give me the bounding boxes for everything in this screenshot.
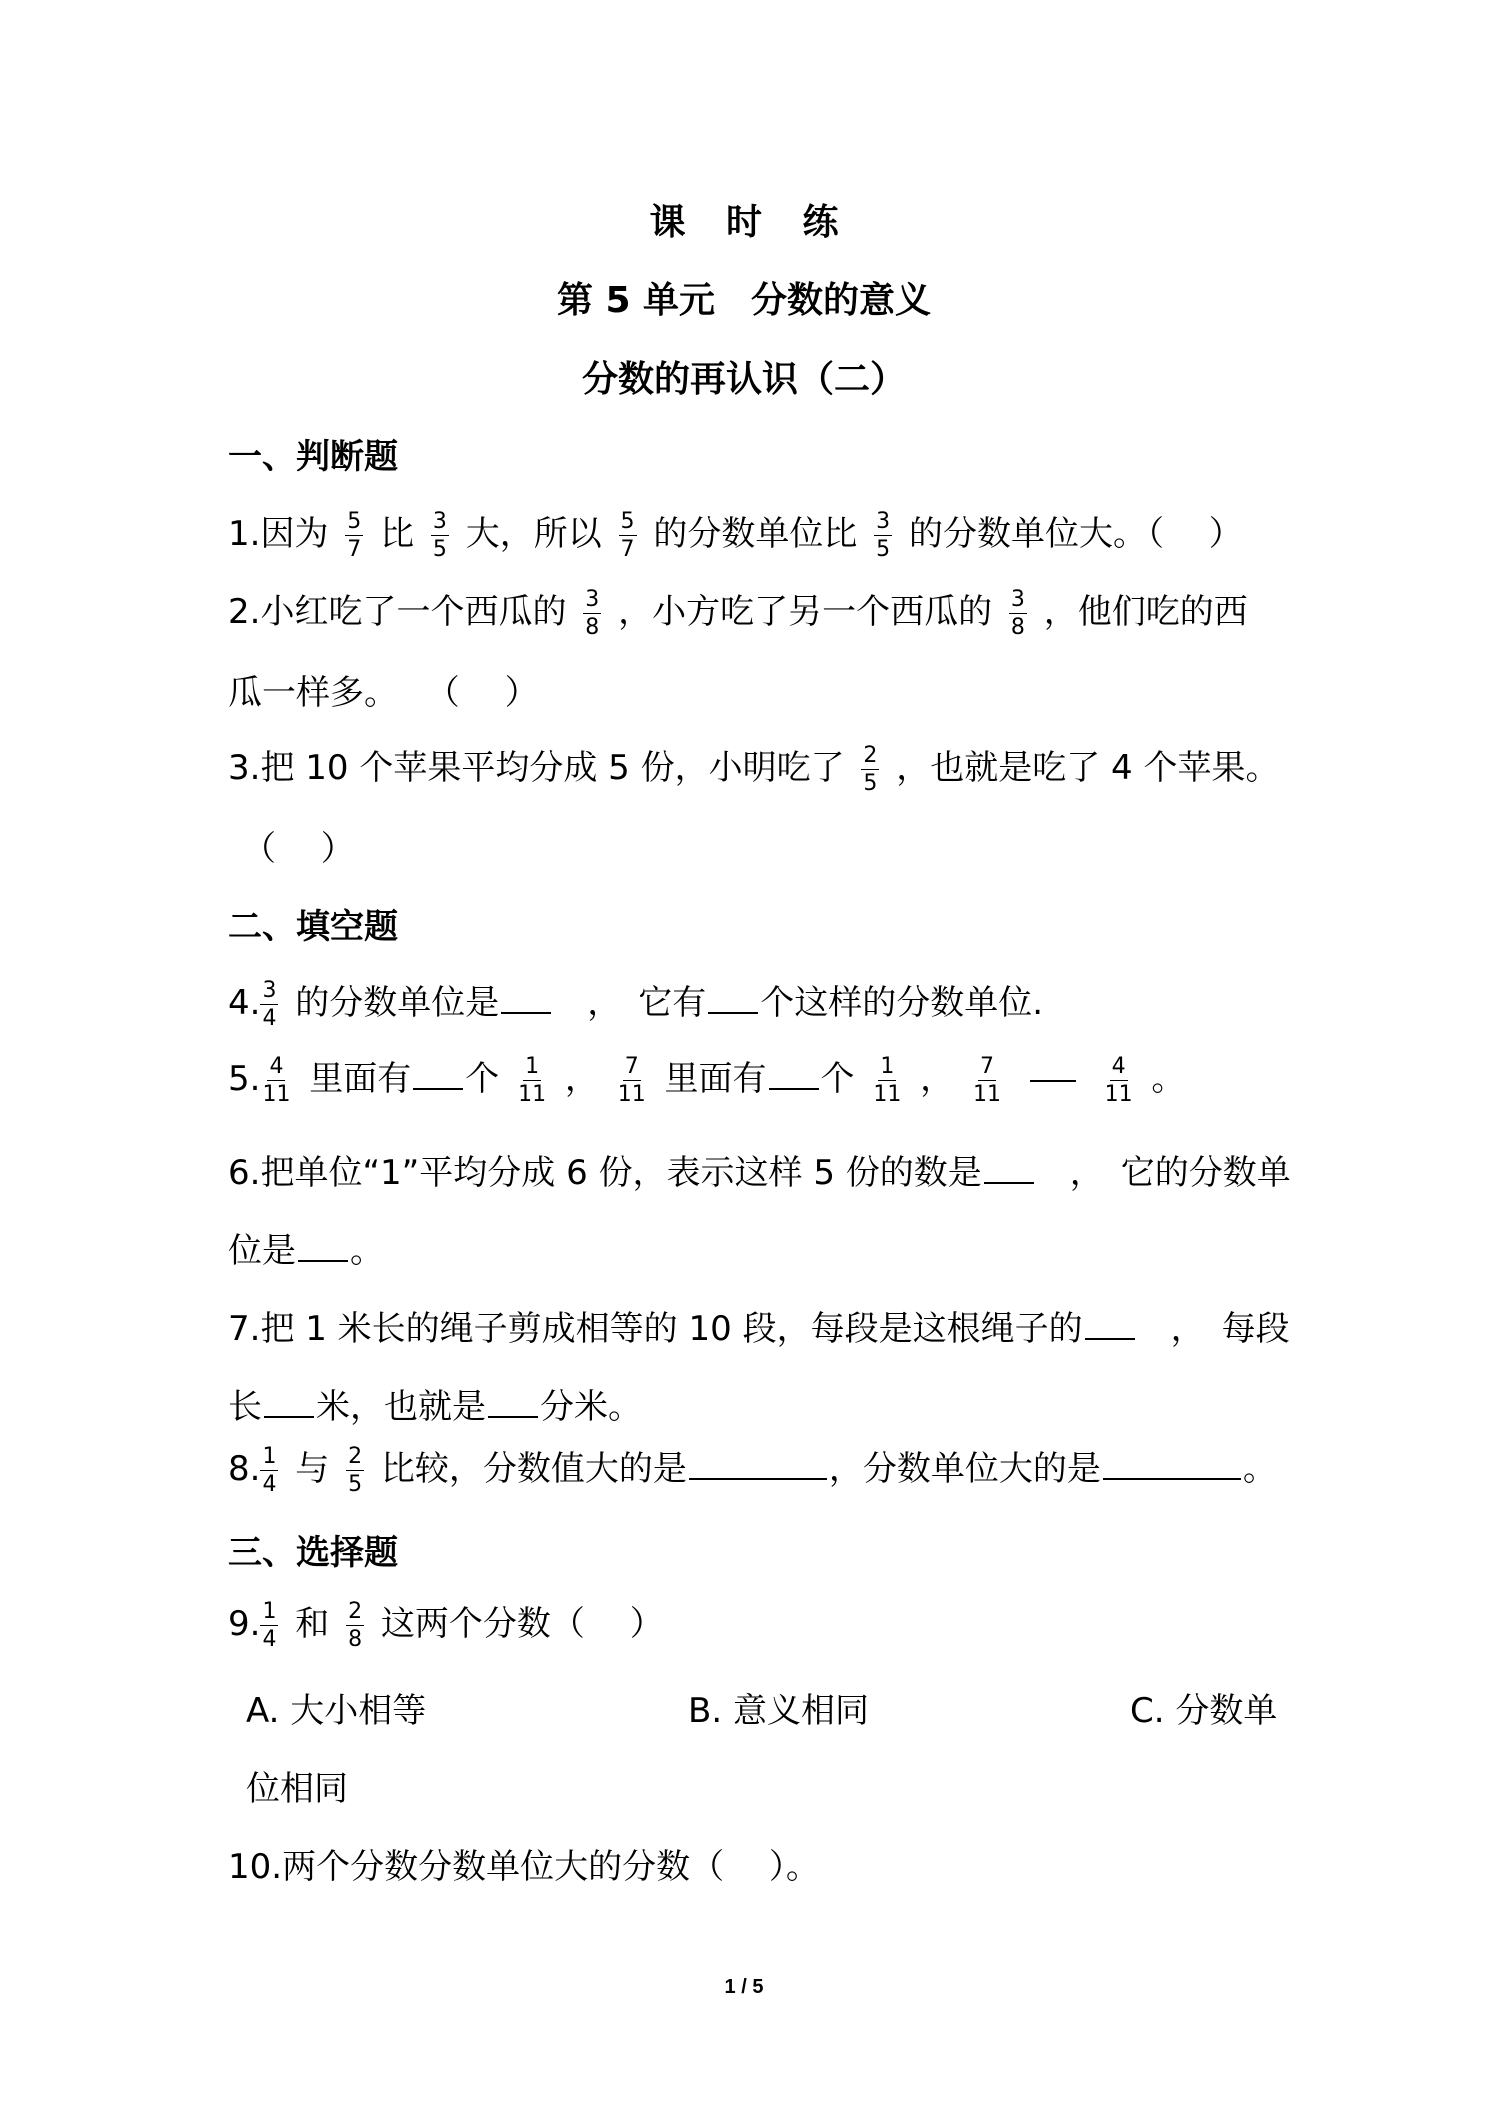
q8-text-e: 。 [1242, 1449, 1277, 1489]
q7-text-a: 7.把 1 米长的绳子剪成相等的 10 段，每段是这根绳子的 [228, 1309, 1083, 1349]
fraction-2-8: $\frac{2}{8}$ [348, 1599, 363, 1653]
fraction-4-11: $\frac{4}{11}$ [262, 1053, 291, 1107]
question-2 [228, 588, 1248, 639]
fraction-3-5: $\frac{3}{5}$ [876, 509, 891, 563]
unit-title: 第 5 单元 分数的意义 [556, 280, 932, 321]
q5-text-c: 个 [465, 1059, 500, 1099]
fraction-3-8: $\frac{3}{8}$ [1010, 587, 1025, 641]
q9-text-c: 这两个分数（ ） [380, 1604, 664, 1645]
q9-option-a[interactable]: A. 大小相等 [246, 1691, 427, 1731]
answer-blank[interactable] [264, 1382, 314, 1418]
q2-text-c: ，他们吃的西 [1043, 592, 1248, 633]
question-4 [228, 978, 1043, 1030]
q6-line2-text-b: 。 [350, 1231, 384, 1271]
section-multiple-choice: 三、选择题 [228, 1533, 398, 1573]
fraction-3-8: $\frac{3}{8}$ [585, 587, 600, 641]
q7-line2-text-b: 米，也就是 [316, 1387, 486, 1427]
q5-text-h: 。 [1151, 1059, 1186, 1099]
question-6-line-2 [228, 1226, 384, 1271]
q1-text-a: 1.因为 [228, 514, 329, 555]
page-title: 课 时 练 [649, 202, 839, 243]
answer-blank[interactable] [488, 1382, 538, 1418]
question-6 [228, 1148, 1291, 1193]
q1-text-c: 大，所以 [465, 514, 602, 555]
q1-text-e: 的分数单位大。（ ） [908, 514, 1243, 555]
lesson-title: 分数的再认识（二） [581, 359, 906, 400]
q5-text-b: 里面有 [309, 1059, 412, 1099]
fraction-7-11: $\frac{7}{11}$ [617, 1053, 646, 1107]
fraction-2-5: $\frac{2}{5}$ [348, 1443, 363, 1497]
fraction-3-4: $\frac{3}{4}$ [262, 977, 277, 1031]
fraction-1-4: $\frac{1}{4}$ [262, 1599, 277, 1653]
fraction-3-5: $\frac{3}{5}$ [432, 509, 447, 563]
question-2-line-2: 瓜一样多。 （ ） [228, 673, 539, 713]
q9-text-b: 和 [295, 1604, 330, 1645]
q5-text-f: 个 [820, 1059, 855, 1099]
q9-option-c[interactable]: C. 分数单 [1130, 1691, 1278, 1731]
q1-text-d: 的分数单位比 [653, 514, 858, 555]
fraction-1-11: $\frac{1}{11}$ [873, 1053, 902, 1107]
q1-text-b: 比 [380, 514, 415, 555]
question-8 [228, 1444, 1277, 1496]
answer-blank[interactable] [413, 1054, 463, 1090]
q7-line2-text-c: 分米。 [540, 1387, 642, 1427]
q9-option-c-line-2: 位相同 [246, 1769, 348, 1809]
section-judgement: 一、判断题 [228, 437, 398, 477]
q3-text-b: ，也就是吃了 4 个苹果。 [896, 748, 1280, 789]
question-3 [228, 744, 1279, 795]
q9-number: 9. [228, 1604, 261, 1645]
q9-option-b[interactable]: B. 意义相同 [688, 1691, 869, 1731]
q5-text-g: ， [920, 1059, 955, 1099]
q8-number: 8. [228, 1449, 261, 1489]
q4-text-d: 个这样的分数单位. [760, 983, 1044, 1023]
q5-number: 5. [228, 1059, 261, 1099]
q7-line2-text-a: 长 [228, 1387, 262, 1427]
q8-text-b: 与 [295, 1449, 330, 1489]
q6-text-a: 6.把单位“1”平均分成 6 份，表示这样 5 份的数是 [228, 1153, 982, 1193]
fraction-7-11: $\frac{7}{11}$ [972, 1053, 1001, 1107]
answer-blank[interactable] [1103, 1444, 1241, 1480]
answer-blank[interactable] [689, 1444, 827, 1480]
page-number: 1 / 5 [724, 1976, 764, 1998]
q5-text-d: ， [564, 1059, 599, 1099]
q2-text-b: ，小方吃了另一个西瓜的 [618, 592, 993, 633]
comparison-blank[interactable] [1030, 1080, 1076, 1082]
answer-blank[interactable] [769, 1054, 819, 1090]
fraction-5-7: $\frac{5}{7}$ [620, 509, 635, 563]
question-3-line-2: （ ） [242, 829, 355, 869]
question-1 [228, 510, 1243, 561]
q4-text-b: 的分数单位是 [295, 983, 500, 1023]
q2-text-a: 2.小红吃了一个西瓜的 [228, 592, 567, 633]
answer-blank[interactable] [984, 1148, 1034, 1184]
q7-text-b: ， 每段 [1136, 1309, 1290, 1349]
q4-text-c: ， 它有 [553, 983, 707, 1023]
question-5 [228, 1054, 1185, 1106]
fraction-1-11: $\frac{1}{11}$ [518, 1053, 547, 1107]
answer-blank[interactable] [501, 978, 551, 1014]
fraction-1-4: $\frac{1}{4}$ [262, 1443, 277, 1497]
question-10: 10.两个分数分数单位大的分数（ ）。 [228, 1847, 820, 1887]
q5-text-e: 里面有 [664, 1059, 767, 1099]
q8-text-c: 比较，分数值大的是 [380, 1449, 687, 1489]
fraction-5-7: $\frac{5}{7}$ [347, 509, 362, 563]
q4-number: 4. [228, 983, 261, 1023]
question-7-line-2 [228, 1382, 642, 1427]
question-7 [228, 1304, 1290, 1349]
fraction-2-5: $\frac{2}{5}$ [863, 743, 878, 797]
section-fill-in: 二、填空题 [228, 907, 398, 947]
q3-text-a: 3.把 10 个苹果平均分成 5 份，小明吃了 [228, 748, 845, 789]
answer-blank[interactable] [1085, 1304, 1135, 1340]
answer-blank[interactable] [708, 978, 758, 1014]
answer-blank[interactable] [298, 1226, 348, 1262]
fraction-4-11: $\frac{4}{11}$ [1104, 1053, 1133, 1107]
q8-text-d: ，分数单位大的是 [828, 1449, 1101, 1489]
q6-line2-text-a: 位是 [228, 1231, 296, 1271]
q6-text-b: ， 它的分数单 [1035, 1153, 1291, 1193]
question-9 [228, 1600, 664, 1651]
